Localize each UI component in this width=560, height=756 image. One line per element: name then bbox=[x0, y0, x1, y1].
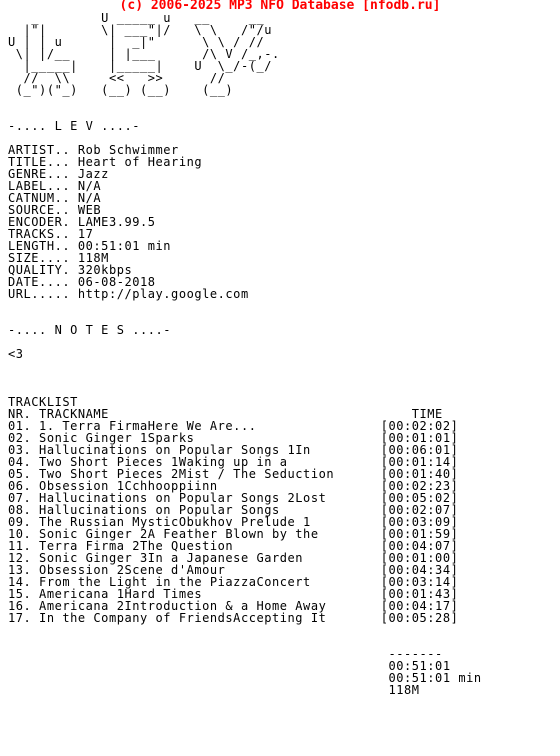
site-header: (c) 2006-2025 MP3 NFO Database [nfodb.ru] bbox=[119, 0, 441, 13]
nfo-body-text: _ U _____ u __ __ |"| \| ___"|/ \ \ /"/u U | | u | _|" \ \ / // \| |/__ | |___ /\ V /_,-. |_____| |_____| U \_/-(_/ // \\ << >> // (_")("_) (__) (__) (__) -.... L E V ....- ARTIST.. Rob Schwimmer TITLE... Heart of Hearing GENRE... Jazz LABEL... N/A CATNUM.. N/A SOURCE.. WEB ENCODER. LAME3.99.5 TRACKS.. 17 LENGTH.. 00:51:01 min SIZE.... 118M QUALITY. 320kbps DATE.... 06-08-2018 URL..... http://play.google.com -.... N O T E S ....- <3 TRACKLIST NR. TRACKNAME TIME 01. 1. Terra FirmaHere We Are... [00:02:02] 02. Sonic Ginger 1Sparks [00:01:01] 03. Hallucinations on Popular Songs 1In [00:06:01] 04. Two Short Pieces 1Waking up in a [00:01:14] 05. Two Short Pieces 2Mist / The Seduction [00:01:40] 06. Obsession 1Cchhooppiinn [00:02:23] 07. Hallucinations on Popular Songs 2Lost [00:05:02] 08. Hallucinations on Popular Songs [00:02:07] 09. The Russian MysticObukhov Prelude 1 [00:03:09] 10. Sonic Ginger 2A Feather Blown by the [00:01:59] 11. Terra Firma 2The Question [00:04:07] 12. Sonic Ginger 3In a Japanese Garden [00:01:00] 13. Obsession 2Scene d'Amour [00:04:34] 14. From the Light in the PiazzaConcert [00:03:14] 15. Americana 1Hard Times [00:01:43] 16. Americana 2Introduction & a Home Away [00:04:17] 17. In the Company of FriendsAccepting It [00:05:28] ------- 00:51:01 00:51:01 min 118M bbox=[8, 11, 482, 697]
